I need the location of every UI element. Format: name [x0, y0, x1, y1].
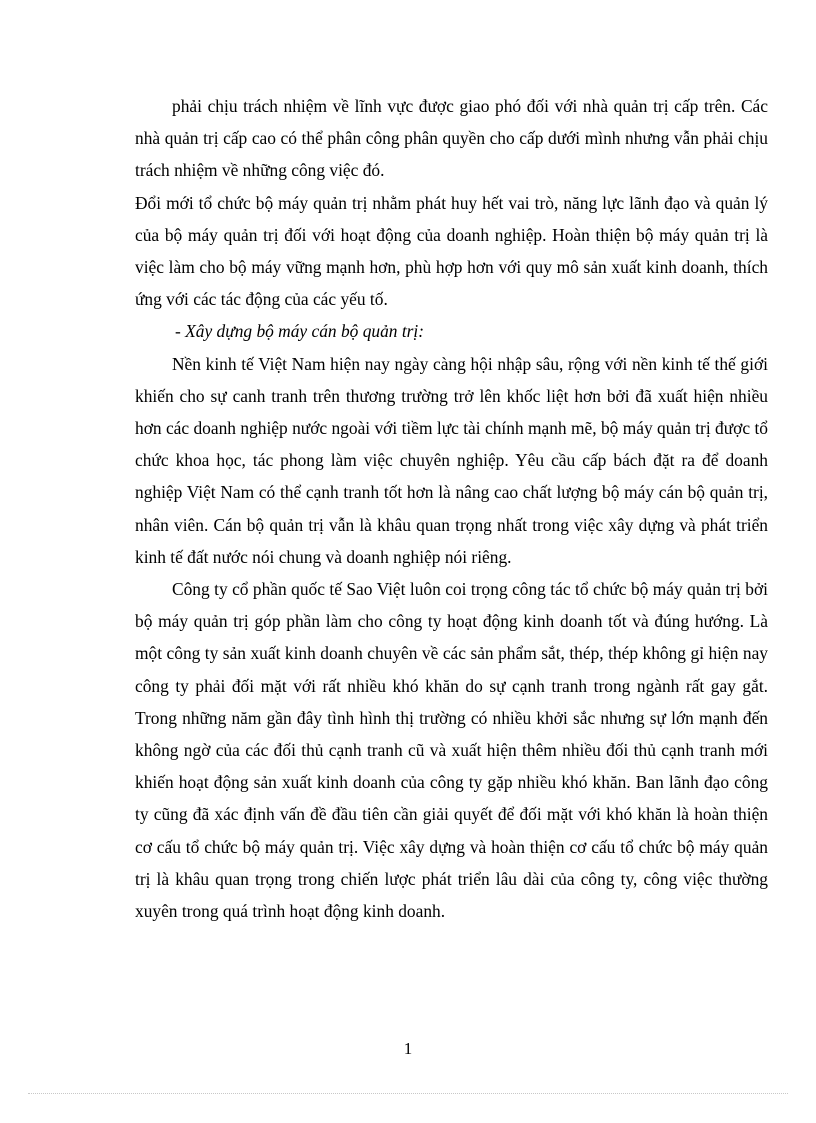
- paragraph-company: Công ty cổ phần quốc tế Sao Việt luôn coi trọng công tác tổ chức bộ máy quản trị bởi bộ máy quản trị góp phần làm cho công ty hoạt động kinh doanh tốt và đúng hướng. Là một công ty sản xuất kinh doanh chuyên về các sản phẩm sắt, thép, thép không gỉ hiện nay công ty phải đối mặt với rất nhiều khó khăn do sự cạnh tranh trong ngành rất gay gắt. Trong những năm gần đây tình hình thị trường có nhiều khởi sắc nhưng sự lớn mạnh đến không ngờ của các đối thủ cạnh tranh cũ và xuất hiện thêm nhiều đối thủ cạnh tranh mới khiến hoạt động sản xuất kinh doanh của công ty gặp nhiều khó khăn. Ban lãnh đạo công ty cũng đã xác định vấn đề đầu tiên cần giải quyết để đối mặt với khó khăn là hoàn thiện cơ cấu tổ chức bộ máy quản trị. Việc xây dựng và hoàn thiện cơ cấu tổ chức bộ máy quản trị là khâu quan trọng trong chiến lược phát triển lâu dài của công ty, công việc thường xuyên trong quá trình hoạt động kinh doanh.: [135, 579, 768, 922]
- paragraph-responsibility: phải chịu trách nhiệm về lĩnh vực được giao phó đối với nhà quản trị cấp trên. Các nhà quản trị cấp cao có thể phân công phân quyền cho cấp dưới mình nhưng vẫn phải chịu trách nhiệm về những công việc đó.: [135, 96, 768, 181]
- section-heading: - Xây dựng bộ máy cán bộ quản trị:: [175, 321, 425, 342]
- page-number: 1: [403, 1039, 413, 1058]
- paragraph-reform: Đổi mới tổ chức bộ máy quản trị nhằm phát huy hết vai trò, năng lực lãnh đạo và quản lý của bộ máy quản trị đối với hoạt động của doanh nghiệp. Hoàn thiện bộ máy quản trị là việc làm cho bộ máy vững mạnh hơn, phù hợp hơn với quy mô sản xuất kinh doanh, thích ứng với các tác động của các yếu tố.: [135, 192, 768, 310]
- document-body: [135, 90, 768, 927]
- footer-divider: [28, 1093, 788, 1094]
- paragraph-vietnam-economy: Nền kinh tế Việt Nam hiện nay ngày càng hội nhập sâu, rộng với nền kinh tế thế giới khiến cho sự canh tranh trên thương trường trở lên khốc liệt hơn bởi đã xuất hiện nhiều hơn các doanh nghiệp nước ngoài với tiềm lực tài chính mạnh mẽ, bộ máy quản trị được tổ chức khoa học, tác phong làm việc chuyên nghiệp. Yêu cầu cấp bách đặt ra để doanh nghiệp Việt Nam có thể cạnh tranh tốt hơn là nâng cao chất lượng bộ máy cán bộ quản trị, nhân viên. Cán bộ quản trị vẫn là khâu quan trọng nhất trong việc xây dựng và phát triển kinh tế đất nước nói chung và doanh nghiệp nói riêng.: [135, 353, 768, 567]
